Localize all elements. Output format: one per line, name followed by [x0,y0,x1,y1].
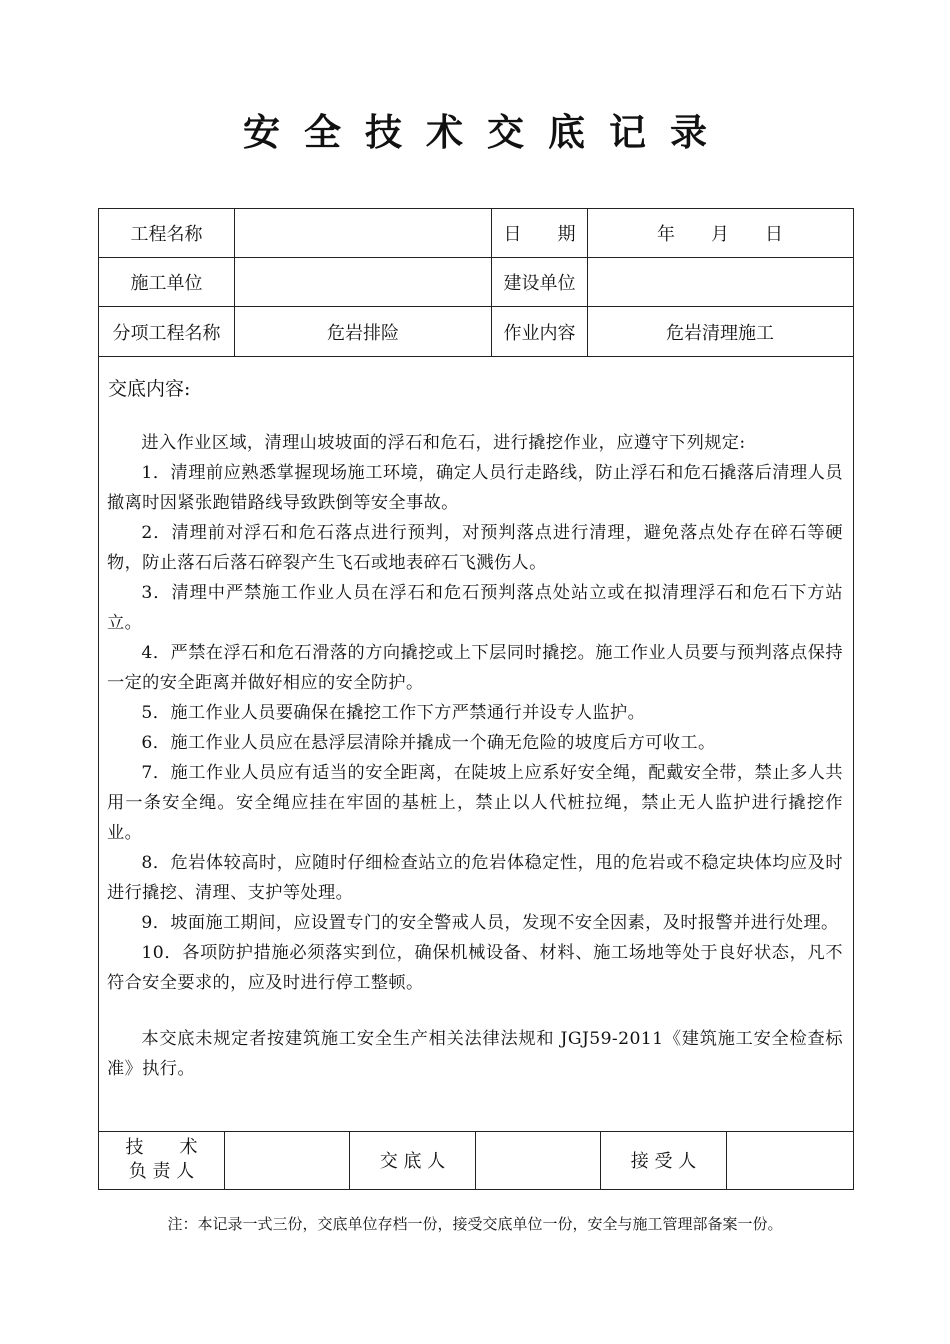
tech-lead-label-line2: 负 责 人 [128,1161,195,1182]
project-name-field[interactable] [235,209,491,257]
intro-paragraph: 进入作业区域，清理山坡坡面的浮石和危石，进行撬挖作业，应遵守下列规定: [141,433,746,453]
receiver-field[interactable] [727,1132,852,1188]
closing-paragraph: 本交底未规定者按建筑施工安全生产相关法律法规和 JGJ59-2011《建筑施工安全检查标准》执行。 [107,1029,843,1079]
tech-lead-field[interactable] [225,1132,349,1188]
construction-unit-label: 施工单位 [130,273,203,294]
rule-item: 5．施工作业人员要确保在撬挖工作下方严禁通行并设专人监护。 [141,703,646,723]
date-field[interactable]: 年 月 日 [657,224,783,245]
row-divider [98,356,853,357]
project-name-label: 工程名称 [130,224,203,245]
rule-item: 10．各项防护措施必须落实到位，确保机械设备、材料、施工场地等处于良好状态，凡不符合安全要求的，应及时进行停工整顿。 [107,943,843,993]
document-title: 安全技术交底记录 [243,110,731,154]
sub-project-label: 分项工程名称 [112,322,221,344]
footnote: 注：本记录一式三份，交底单位存档一份，接受交底单位一份，安全与施工管理部备案一份。 [167,1215,783,1233]
rule-item: 7．施工作业人员应有适当的安全距离，在陡坡上应系好安全绳，配戴安全带，禁止多人共用一条安全绳。安全绳应挂在牢固的基桩上，禁止以人代桩拉绳，禁止无人监护进行撬挖作业。 [107,763,843,843]
rule-item: 9．坡面施工期间，应设置专门的安全警戒人员，发现不安全因素，及时报警并进行处理。 [141,913,839,933]
rule-item: 1．清理前应熟悉掌握现场施工环境，确定人员行走路线，防止浮石和危石撬落后清理人员撤离时因紧张跑错路线导致跌倒等安全事故。 [107,463,843,513]
content-label: 交底内容: [108,378,191,400]
discloser-field[interactable] [476,1132,600,1188]
rule-item: 6．施工作业人员应在悬浮层清除并撬成一个确无危险的坡度后方可收工。 [141,733,716,753]
work-content-label: 作业内容 [503,322,576,344]
rule-item: 2．清理前对浮石和危石落点进行预判，对预判落点进行清理，避免落点处存在碎石等硬物，防止落石后落石碎裂产生飞石或地表碎石飞溅伤人。 [107,523,843,573]
tech-lead-label [99,1132,224,1188]
tech-lead-label-line1: 技 术 [125,1137,198,1158]
rule-item: 4．严禁在浮石和危石滑落的方向撬挖或上下层同时撬挖。施工作业人员要与预判落点保持一定的安全距离并做好相应的安全防护。 [107,643,843,693]
discloser-label: 交 底 人 [379,1151,446,1172]
owner-unit-field[interactable] [588,258,852,306]
disclosure-content [107,428,843,1084]
rule-item: 8．危岩体较高时，应随时仔细检查站立的危岩体稳定性，甩的危岩或不稳定块体均应及时进行撬挖、清理、支护等处理。 [107,853,843,903]
work-content-field[interactable]: 危岩清理施工 [666,322,774,344]
rule-item: 3．清理中严禁施工作业人员在浮石和危石预判落点处站立或在拟清理浮石和危石下方站立。 [107,583,843,633]
date-label: 日 期 [503,224,576,245]
construction-unit-field[interactable] [235,258,491,306]
sub-project-field[interactable]: 危岩排险 [327,322,399,344]
owner-unit-label: 建设单位 [503,273,576,294]
receiver-label: 接 受 人 [630,1151,697,1172]
